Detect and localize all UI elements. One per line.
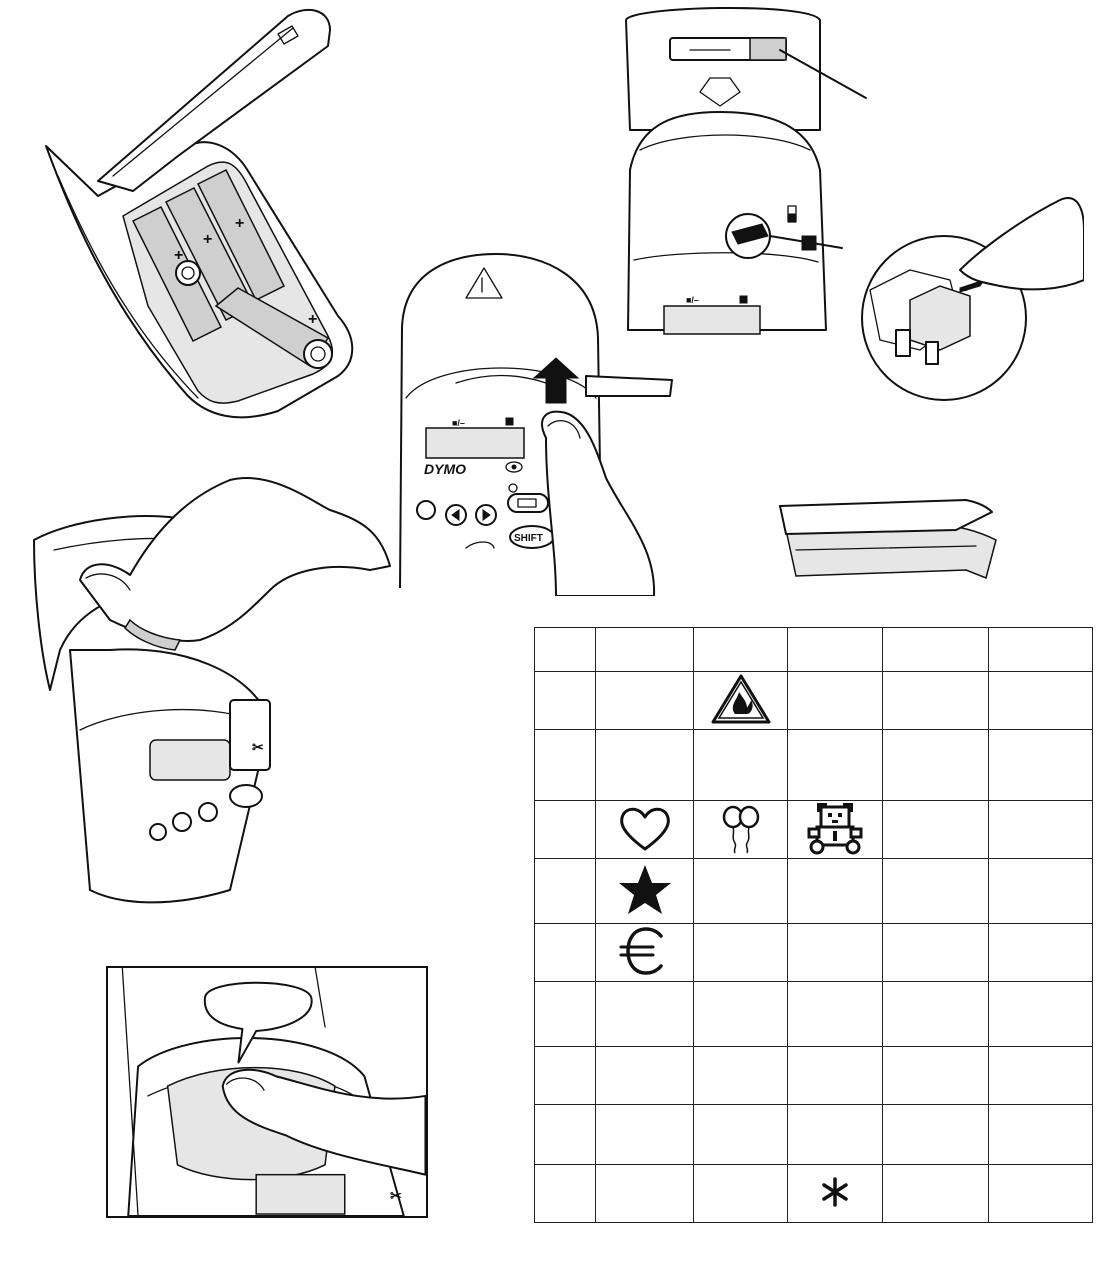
table-cell: [694, 859, 788, 924]
battery-installation-illustration: [38, 6, 368, 426]
table-cell: [788, 1165, 883, 1223]
heart-icon: [613, 801, 677, 855]
table-row: [535, 628, 1093, 672]
euro-sign-icon: [613, 924, 677, 978]
table-cell: [535, 1047, 596, 1105]
table-row: [535, 982, 1093, 1047]
table-cell: [694, 1105, 788, 1165]
table-cell: [788, 628, 883, 672]
table-cell: [989, 801, 1093, 859]
table-cell: [535, 1105, 596, 1165]
svg-text:+: +: [235, 215, 245, 232]
table-cell: [883, 730, 989, 801]
table-row: [535, 1105, 1093, 1165]
table-cell: [883, 672, 989, 730]
table-cell: [535, 730, 596, 801]
table-cell: [788, 1105, 883, 1165]
table-row: [535, 859, 1093, 924]
table-row: [535, 730, 1093, 801]
table-cell: [989, 628, 1093, 672]
table-cell: [989, 1047, 1093, 1105]
table-cell: [989, 672, 1093, 730]
table-cell: [694, 628, 788, 672]
table-cell: [989, 859, 1093, 924]
table-cell: [694, 1165, 788, 1223]
table-cell: [535, 982, 596, 1047]
table-cell: [535, 1165, 596, 1223]
table-cell: [883, 1047, 989, 1105]
table-cell: [596, 1165, 694, 1223]
display-mode-indicator-2: ■/–: [686, 295, 699, 305]
table-cell: [596, 1047, 694, 1105]
table-cell: [694, 982, 788, 1047]
table-cell: [788, 859, 883, 924]
table-row: [535, 672, 1093, 730]
table-cell: [788, 730, 883, 801]
table-cell: [883, 628, 989, 672]
table-cell: [535, 801, 596, 859]
table-cell: [596, 1105, 694, 1165]
teddy-bear-icon: [803, 801, 867, 855]
table-row: [535, 1047, 1093, 1105]
symbol-table: [534, 627, 1093, 1223]
svg-text:✂: ✂: [252, 739, 264, 755]
table-cell: [788, 1047, 883, 1105]
dymo-logo-text: DYMO: [424, 461, 466, 477]
table-cell: [596, 801, 694, 859]
table-cell: [883, 982, 989, 1047]
table-row: [535, 1165, 1093, 1223]
table-cell: [788, 924, 883, 982]
table-cell: [596, 859, 694, 924]
table-cell: [989, 982, 1093, 1047]
table-row: [535, 801, 1093, 859]
svg-text:+: +: [203, 231, 213, 248]
lid-press-closeup-illustration: [106, 966, 428, 1218]
asterisk-icon: [803, 1165, 867, 1219]
lid-closing-illustration: [30, 470, 392, 910]
table-cell: [989, 1105, 1093, 1165]
cassette-compartment-illustration: [620, 0, 1084, 404]
label-tape-illustration: [776, 490, 1002, 584]
table-cell: [535, 924, 596, 982]
table-cell: [694, 730, 788, 801]
balloons-icon: [709, 801, 773, 855]
svg-text:+: +: [308, 311, 318, 328]
table-cell: [989, 730, 1093, 801]
table-cell: [596, 730, 694, 801]
table-cell: [883, 924, 989, 982]
table-cell: [883, 801, 989, 859]
table-cell: [596, 924, 694, 982]
display-mode-indicator: ■/–: [452, 418, 465, 428]
shift-key-label: SHIFT: [514, 533, 543, 544]
table-cell: [883, 1105, 989, 1165]
table-cell: [788, 982, 883, 1047]
table-cell: [989, 1165, 1093, 1223]
star-icon: [613, 863, 677, 917]
table-cell: [596, 672, 694, 730]
table-cell: [694, 1047, 788, 1105]
svg-text:✂: ✂: [390, 1188, 402, 1204]
flammable-warning-icon: [709, 672, 773, 726]
table-cell: [694, 801, 788, 859]
table-cell: [535, 672, 596, 730]
table-cell: [883, 859, 989, 924]
svg-text:+: +: [174, 247, 184, 264]
table-row: [535, 924, 1093, 982]
table-cell: [694, 924, 788, 982]
table-cell: [788, 672, 883, 730]
table-cell: [788, 801, 883, 859]
table-cell: [694, 672, 788, 730]
table-cell: [535, 628, 596, 672]
table-cell: [596, 628, 694, 672]
table-cell: [535, 859, 596, 924]
table-cell: [883, 1165, 989, 1223]
table-cell: [989, 924, 1093, 982]
table-cell: [596, 982, 694, 1047]
